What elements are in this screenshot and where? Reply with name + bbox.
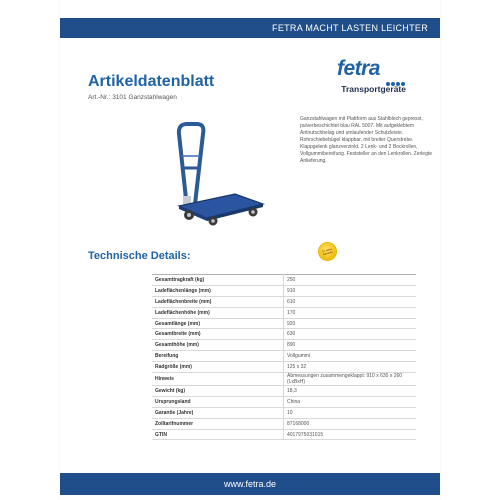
spec-value: 18,3 (284, 386, 417, 397)
fetra-logo (318, 57, 408, 107)
datasheet-page (60, 0, 440, 500)
warranty-badge-text: 10 Jahre Garantie (321, 247, 334, 257)
spec-label: Hinweis (152, 373, 284, 386)
spec-label: Radgröße (mm) (152, 362, 284, 373)
spec-value: China (284, 396, 417, 407)
spec-label: Ladeflächenhöhe (mm) (152, 307, 284, 318)
specs-table (152, 274, 416, 440)
page-title: Artikeldatenblatt (88, 73, 215, 90)
footer-url-link[interactable]: www.fetra.de (223, 479, 277, 489)
spec-value: 920 (284, 318, 417, 329)
spec-label: Gesamttragkraft (kg) (152, 275, 284, 286)
spec-row (152, 275, 416, 286)
slogan: FETRA MACHT LASTEN LEICHTER (272, 23, 428, 33)
article-number: Art.-Nr.: 3101 Ganzstahlwagen (88, 94, 177, 101)
spec-row (152, 386, 416, 397)
spec-label: Ladeflächenlänge (mm) (152, 285, 284, 296)
spec-label: Ursprungsland (152, 396, 284, 407)
spec-label: Bereifung (152, 351, 284, 362)
spec-value: 87168000 (284, 418, 417, 429)
spec-label: Zolltarifnummer (152, 418, 284, 429)
spec-row (152, 318, 416, 329)
spec-row (152, 396, 416, 407)
top-banner (60, 18, 440, 38)
spec-value: 125 x 32 (284, 362, 417, 373)
spec-row (152, 329, 416, 340)
spec-row (152, 362, 416, 373)
spec-row (152, 285, 416, 296)
spec-row (152, 307, 416, 318)
hand-truck-image (165, 116, 269, 226)
spec-value: Vollgummi (284, 351, 417, 362)
footer-bar (60, 473, 440, 495)
spec-label: Ladeflächenbreite (mm) (152, 296, 284, 307)
logo-wordmark: fetra (336, 57, 380, 80)
spec-row (152, 340, 416, 351)
spec-label: Gesamtlänge (mm) (152, 318, 284, 329)
spec-value: Abmessungen zusammengeklappt: 910 x 630 x 260 (LxBxH) (284, 373, 417, 386)
product-description: Ganzstahlwagen mit Plattform aus Stahlblech gepresst, pulverbeschichtet blau RAL 5007. Mit aufgeklebtem Antirutschbelag und umlaufender Schutzleiste. Rohrschiebebügel klappbar, mit breiter Querstrebe. Klappgelenk glanzverzinkt. 2 Lenk- und 2 Bockrollen, Vollgummibereifung. Feststeller an den Lenkrollen. Zerlegte Anlieferung. (300, 116, 433, 164)
spec-value: 890 (284, 340, 417, 351)
spec-value: 630 (284, 329, 417, 340)
spec-label: GTIN (152, 429, 284, 440)
spec-value: 910 (284, 285, 417, 296)
spec-value: 10 (284, 407, 417, 418)
spec-label: Gewicht (kg) (152, 386, 284, 397)
spec-row (152, 373, 416, 386)
warranty-badge-icon (319, 243, 336, 260)
spec-value: 610 (284, 296, 417, 307)
spec-row (152, 407, 416, 418)
spec-label: Gesamtbreite (mm) (152, 329, 284, 340)
spec-row (152, 296, 416, 307)
spec-value: 4017975031015 (284, 429, 417, 440)
spec-label: Garantie (Jahre) (152, 407, 284, 418)
spec-value: 170 (284, 307, 417, 318)
spec-row (152, 429, 416, 440)
technical-details-heading: Technische Details: (88, 250, 191, 262)
brand-tagline: Transportgeräte (341, 84, 406, 94)
spec-row (152, 351, 416, 362)
spec-value: 250 (284, 275, 417, 286)
spec-row (152, 418, 416, 429)
spec-label: Gesamthöhe (mm) (152, 340, 284, 351)
